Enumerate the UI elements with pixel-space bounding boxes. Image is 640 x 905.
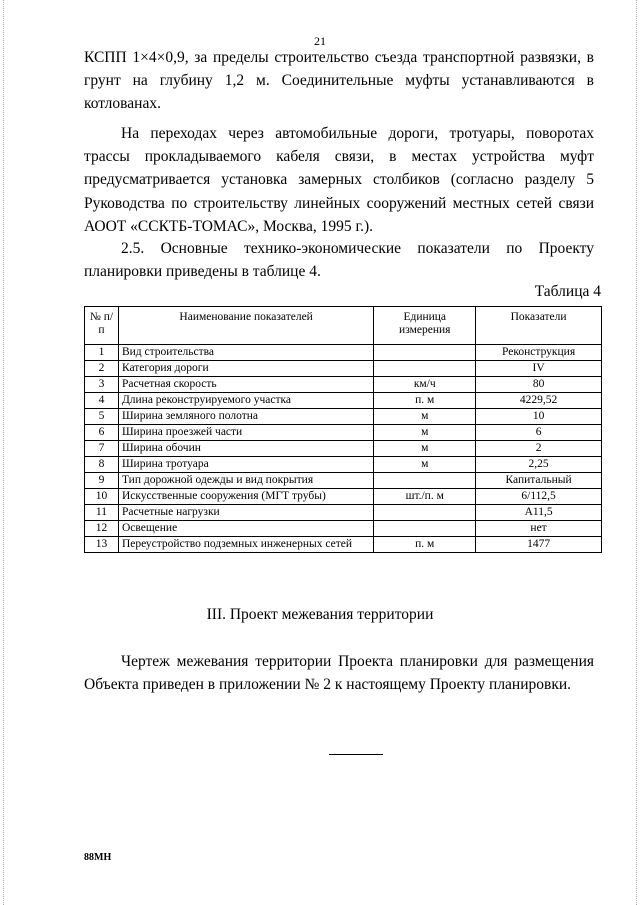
cell-name: Расчетные нагрузки [118, 505, 373, 521]
cell-name: Переустройство подземных инженерных сетей [118, 537, 373, 553]
table-body [85, 345, 602, 553]
cell-num: 2 [85, 361, 119, 377]
table-row [85, 377, 602, 393]
table-row [85, 457, 602, 473]
cell-num: 7 [85, 441, 119, 457]
page-edge-left [3, 0, 4, 905]
cell-unit: км/ч [374, 377, 476, 393]
cell-unit: м [374, 457, 476, 473]
cell-value: 4229,52 [476, 393, 602, 409]
cell-num: 5 [85, 409, 119, 425]
divider-line [329, 754, 383, 755]
cell-unit [374, 473, 476, 489]
cell-value: 2,25 [476, 457, 602, 473]
cell-name: Ширина тротуара [118, 457, 373, 473]
table-row [85, 505, 602, 521]
cell-name: Категория дороги [118, 361, 373, 377]
cell-unit [374, 521, 476, 537]
cell-num: 12 [85, 521, 119, 537]
cell-value: нет [476, 521, 602, 537]
section-title: III. Проект межевания территории [206, 606, 434, 623]
cell-name: Ширина проезжей части [118, 425, 373, 441]
table-row [85, 521, 602, 537]
cell-unit: п. м [374, 393, 476, 409]
cell-unit: м [374, 425, 476, 441]
cell-value: А11,5 [476, 505, 602, 521]
header-num: № п/п [85, 307, 119, 345]
cell-num: 8 [85, 457, 119, 473]
cell-value: 1477 [476, 537, 602, 553]
cell-unit: шт./п. м [374, 489, 476, 505]
table-row [85, 489, 602, 505]
cell-unit [374, 361, 476, 377]
footer-code: 88МН [84, 852, 112, 863]
cell-num: 6 [85, 425, 119, 441]
table-caption: Таблица 4 [534, 283, 601, 300]
page-number: 21 [314, 34, 326, 48]
table-row [85, 425, 602, 441]
cell-value: 10 [476, 409, 602, 425]
cell-num: 4 [85, 393, 119, 409]
cell-num: 13 [85, 537, 119, 553]
table-row [85, 393, 602, 409]
indicators-table [84, 306, 602, 553]
table-row [85, 345, 602, 361]
table-row [85, 409, 602, 425]
table-header-row [85, 307, 602, 345]
paragraph-4: Чертеж межевания территории Проекта планировки для размещения Объекта приведен в приложении № 2 к настоящему Проекту планировки. [84, 653, 594, 694]
cell-name: Длина реконструируемого участка [118, 393, 373, 409]
cell-value: 6/112,5 [476, 489, 602, 505]
cell-value: 80 [476, 377, 602, 393]
table-row [85, 441, 602, 457]
cell-value: 6 [476, 425, 602, 441]
paragraph-1: КСПП 1×4×0,9, за пределы строительство съезда транспортной развязки, в грунт на глубину 1,2 м. Соединительные муфты устанавливаются в котлованах. [84, 49, 594, 113]
cell-num: 10 [85, 489, 119, 505]
cell-num: 9 [85, 473, 119, 489]
cell-name: Ширина обочин [118, 441, 373, 457]
cell-name: Освещение [118, 521, 373, 537]
cell-num: 1 [85, 345, 119, 361]
cell-num: 11 [85, 505, 119, 521]
cell-num: 3 [85, 377, 119, 393]
cell-unit: п. м [374, 537, 476, 553]
cell-name: Тип дорожной одежды и вид покрытия [118, 473, 373, 489]
cell-unit [374, 505, 476, 521]
cell-value: Капитальный [476, 473, 602, 489]
paragraph-3: 2.5. Основные технико-экономические показатели по Проекту планировки приведены в таблице 4. [84, 240, 594, 281]
cell-value: IV [476, 361, 602, 377]
cell-unit: м [374, 409, 476, 425]
cell-name: Искусственные сооружения (МГТ трубы) [118, 489, 373, 505]
cell-unit: м [374, 441, 476, 457]
cell-unit [374, 345, 476, 361]
header-unit: Единица измерения [374, 307, 476, 345]
header-name: Наименование показателей [118, 307, 373, 345]
paragraph-2: На переходах через автомобильные дороги, тротуары, поворотах трассы прокладываемого кабеля связи, в местах устройства муфт предусматривается установка замерных столбиков (согласно разделу 5 Руководства по строительству линейных сооружений местных сетей связи АООТ «ССКТБ-ТОМАС», Москва, 1995 г.). [84, 125, 594, 235]
header-value: Показатели [476, 307, 602, 345]
table-row [85, 361, 602, 377]
cell-value: Реконструкция [476, 345, 602, 361]
cell-name: Ширина земляного полотна [118, 409, 373, 425]
table-row [85, 473, 602, 489]
cell-name: Расчетная скорость [118, 377, 373, 393]
table-row [85, 537, 602, 553]
page-edge-right [636, 0, 637, 905]
cell-value: 2 [476, 441, 602, 457]
cell-name: Вид строительства [118, 345, 373, 361]
